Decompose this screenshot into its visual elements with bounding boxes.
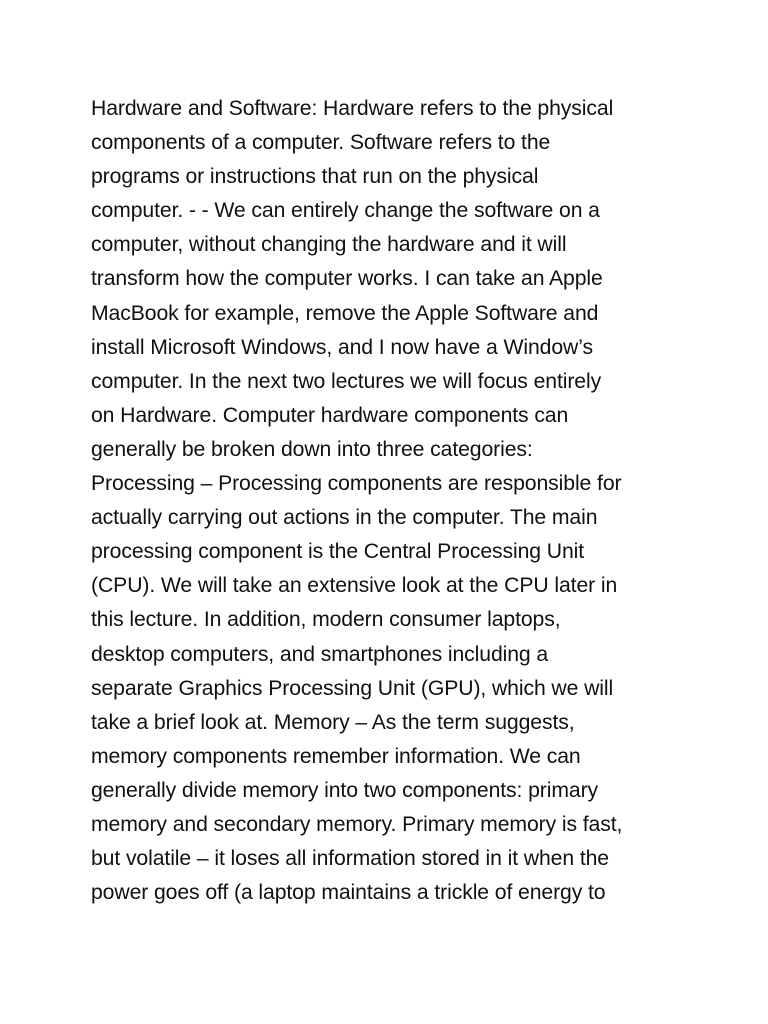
text-line: computer, without changing the hardware and it will xyxy=(91,233,567,257)
text-line: Hardware and Software: Hardware refers to the physical xyxy=(91,97,614,120)
text-line: take a brief look at. Memory – As the term suggests, xyxy=(91,710,575,734)
text-line: but volatile – it loses all information stored in it when the xyxy=(91,847,609,871)
text-line: desktop computers, and smartphones including a xyxy=(91,642,549,666)
text-line: transform how the computer works. I can take an Apple xyxy=(91,267,603,291)
text-line: components of a computer. Software refers to the xyxy=(91,131,551,155)
text-line: programs or instructions that run on the physical xyxy=(91,165,539,189)
text-line: generally divide memory into two components: primary xyxy=(91,778,599,802)
text-line: (CPU). We will take an extensive look at the CPU later in xyxy=(91,574,618,598)
text-line: generally be broken down into three categories: xyxy=(91,437,533,461)
text-line: this lecture. In addition, modern consumer laptops, xyxy=(91,608,561,632)
text-line: actually carrying out actions in the computer. The main xyxy=(91,506,598,530)
text-line: power goes off (a laptop maintains a trickle of energy to xyxy=(91,881,606,905)
text-line: computer. - - We can entirely change the software on a xyxy=(91,199,600,223)
text-line: computer. In the next two lectures we will focus entirely xyxy=(91,369,602,393)
body-paragraph xyxy=(91,92,681,910)
text-line: on Hardware. Computer hardware components can xyxy=(91,403,569,427)
text-line: processing component is the Central Processing Unit xyxy=(91,540,585,564)
text-line: MacBook for example, remove the Apple Software and xyxy=(91,301,599,325)
text-line: separate Graphics Processing Unit (GPU), which we will xyxy=(91,676,614,700)
text-line: Processing – Processing components are responsible for xyxy=(91,472,622,496)
text-line: memory components remember information. We can xyxy=(91,744,581,768)
text-line: install Microsoft Windows, and I now have a Window’s xyxy=(91,335,593,359)
text-line: memory and secondary memory. Primary memory is fast, xyxy=(91,812,623,836)
